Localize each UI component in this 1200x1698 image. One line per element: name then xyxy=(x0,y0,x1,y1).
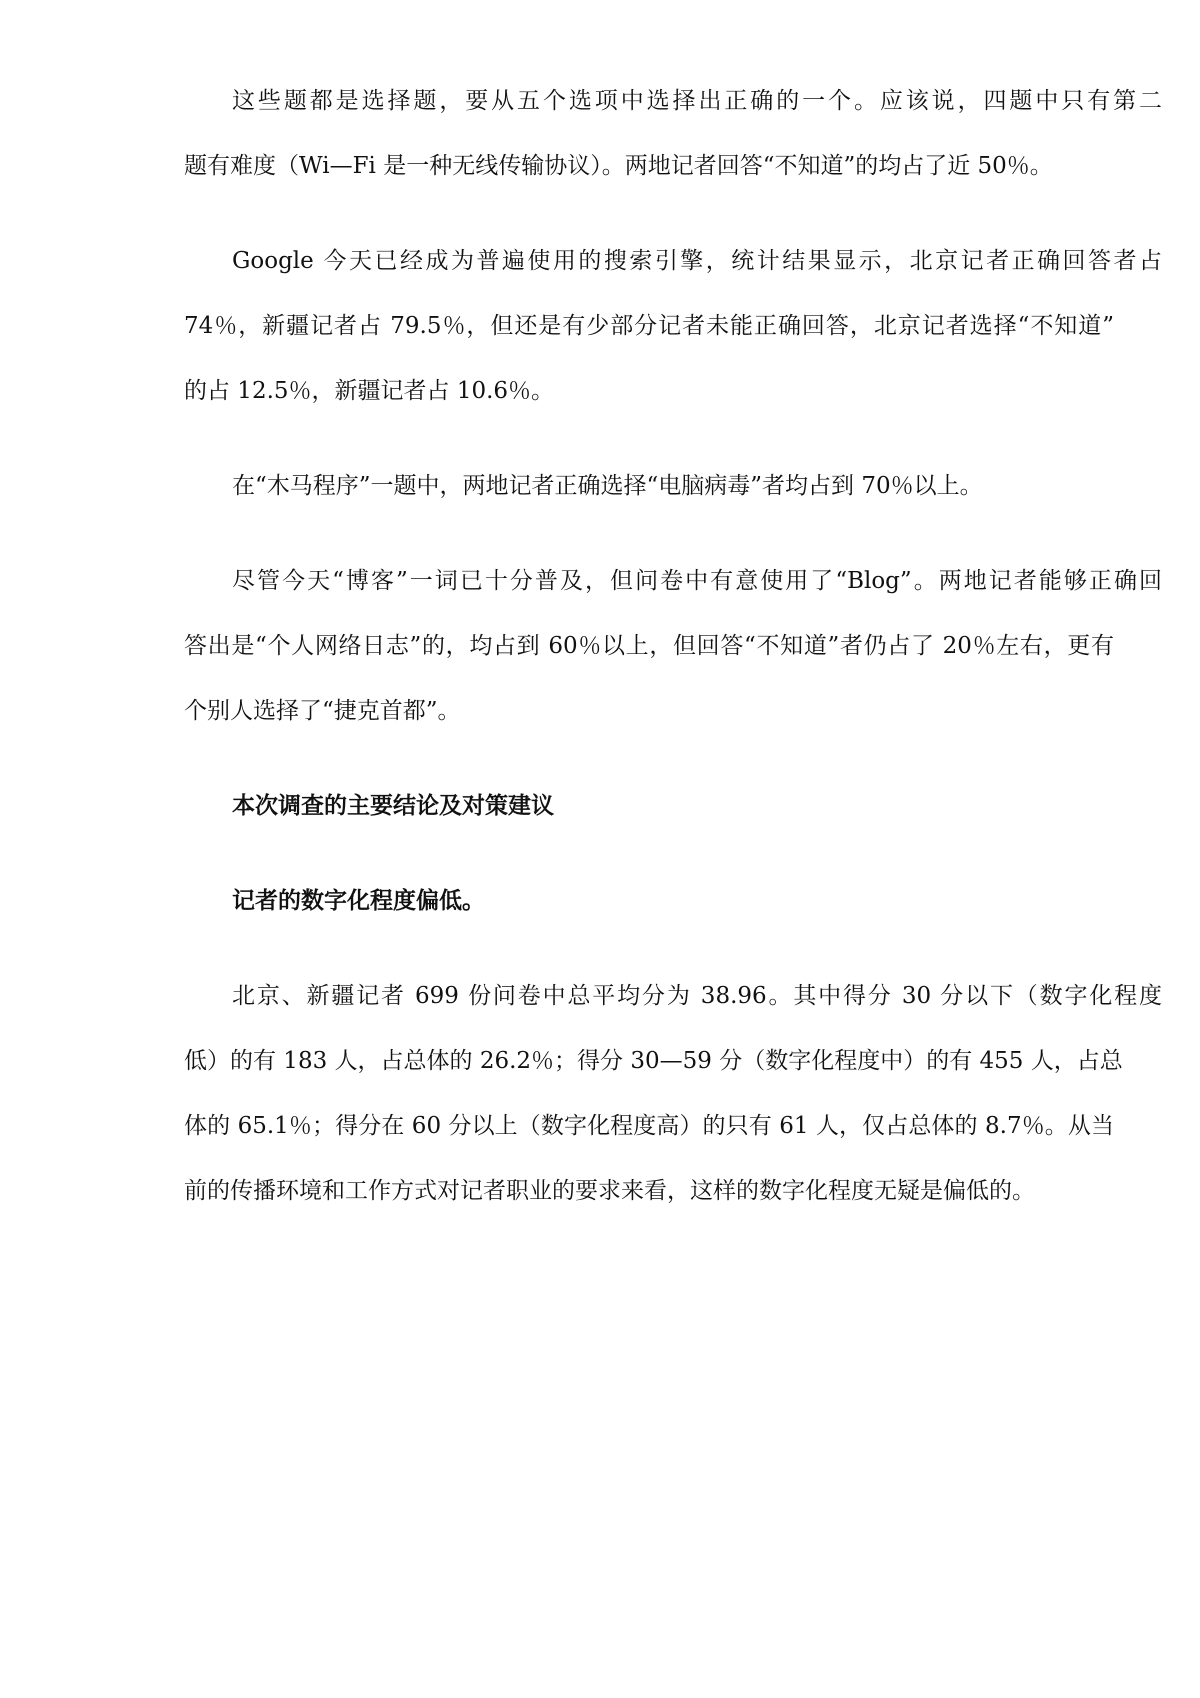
paragraph-2-line-3: 的占 12.5％，新疆记者占 10.6％。 xyxy=(184,378,555,404)
paragraph-4-line-2: 答出是“个人网络日志”的，均占到 60％以上，但回答“不知道”者仍占了 20％左右，更有 xyxy=(184,633,1114,659)
paragraph-1-line-1: 这些题都是选择题，要从五个选项中选择出正确的一个。应该说，四题中只有第二 xyxy=(232,88,1162,114)
section-heading: 本次调查的主要结论及对策建议 xyxy=(232,793,554,819)
paragraph-4-line-1: 尽管今天“博客”一词已十分普及，但问卷中有意使用了“Blog”。两地记者能够正确回 xyxy=(232,568,1162,594)
paragraph-5-line-1: 北京、新疆记者 699 份问卷中总平均分为 38.96。其中得分 30 分以下（数字化程度 xyxy=(232,983,1162,1009)
paragraph-1-line-2: 题有难度（Wi—Fi 是一种无线传输协议）。两地记者回答“不知道”的均占了近 50％。 xyxy=(184,153,1053,179)
paragraph-5-line-2: 低）的有 183 人，占总体的 26.2％；得分 30—59 分（数字化程度中）的有 455 人，占总 xyxy=(184,1048,1123,1074)
paragraph-2-line-2: 74％，新疆记者占 79.5％，但还是有少部分记者未能正确回答，北京记者选择“不知道” xyxy=(184,313,1114,339)
paragraph-3-line-1: 在“木马程序”一题中，两地记者正确选择“电脑病毒”者均占到 70％以上。 xyxy=(232,473,983,499)
paragraph-5-line-3: 体的 65.1％；得分在 60 分以上（数字化程度高）的只有 61 人，仅占总体的 8.7％。从当 xyxy=(184,1113,1114,1139)
paragraph-5-line-4: 前的传播环境和工作方式对记者职业的要求来看，这样的数字化程度无疑是偏低的。 xyxy=(184,1178,1035,1204)
paragraph-2-line-1: Google 今天已经成为普遍使用的搜索引擎，统计结果显示，北京记者正确回答者占 xyxy=(232,248,1162,274)
paragraph-4-line-3: 个别人选择了“捷克首都”。 xyxy=(184,698,461,724)
subsection-heading: 记者的数字化程度偏低。 xyxy=(232,888,485,914)
